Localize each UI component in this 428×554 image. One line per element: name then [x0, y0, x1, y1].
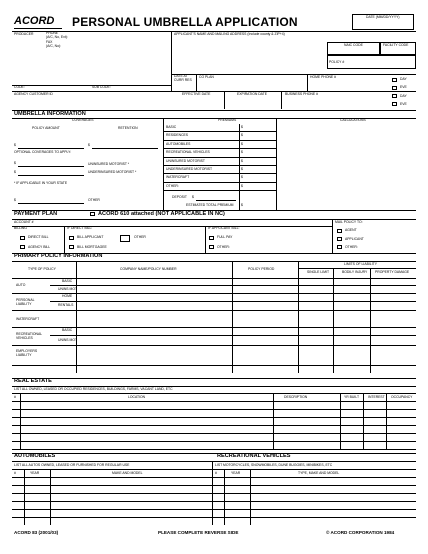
vehicle-row[interactable]: [12, 493, 416, 494]
single-limit-header: SINGLE LIMIT: [307, 270, 330, 274]
recreational-vehicles-label: RECREATIONAL VEHICLES: [16, 332, 42, 340]
rv-sub-rule: [50, 335, 416, 336]
bodily-injury-header: BODILY INJURY: [342, 270, 368, 274]
company-name-header: COMPANY NAME/POLICY NUMBER: [120, 267, 177, 271]
business-day-label: DAY: [400, 94, 407, 98]
real-estate-list-label: LIST ALL OWNED, LEASED OR OCCUPIED RESIDENCES, BUILDINGS, FARMS, VACANT LAND, ETC: [14, 387, 173, 391]
primary-row-rule-3: [12, 310, 416, 311]
primary-row-rule-4: [12, 327, 416, 328]
applicant-bill-other-label: OTHER:: [217, 245, 230, 249]
copyright: © ACORD CORPORATION 1984: [326, 530, 395, 535]
premium-row-rule: [163, 165, 276, 166]
billing-other-checkbox[interactable]: [120, 235, 130, 242]
expiration-divider: [281, 91, 282, 109]
autos-hash-header: #: [14, 471, 16, 475]
primary-col-5: [370, 268, 371, 373]
applicant-label: APPLICANT'S NAME AND MAILING ADDRESS (Include county & ZIP+4): [174, 32, 285, 36]
premium-row-label: WATERCRAFT: [166, 175, 190, 180]
subcode-label: SUB CODE:: [92, 85, 111, 89]
employers-liability-label: EMPLOYERS LIABILITY: [16, 349, 38, 357]
business-eve-label: EVE: [400, 102, 407, 106]
uninsured-line: [18, 166, 84, 167]
vehicle-col-divider: [224, 469, 225, 525]
premium-row-label: UNDERINSURED MOTORIST: [166, 167, 213, 171]
business-phone-label: BUSINESS PHONE #: [285, 92, 318, 96]
home-label: HOME: [62, 294, 73, 298]
real-estate-row[interactable]: [12, 417, 416, 418]
vehicle-row[interactable]: [12, 509, 416, 510]
account-number-label: ACCOUNT #: [14, 220, 34, 224]
home-eve-label: EVE: [400, 85, 407, 89]
premium-row-label: BASIC: [166, 125, 177, 129]
premium-row-rule: [163, 182, 276, 183]
rv-year-header: YEAR: [231, 471, 241, 475]
form-id: ACORD 83 (2001/03): [14, 530, 59, 535]
premium-row-rule: [163, 173, 276, 174]
primary-row-rule-1: [12, 278, 416, 279]
deposit-dollar: $: [192, 195, 194, 199]
auto-label: AUTO: [16, 283, 26, 287]
billing-label: BILLING: [14, 226, 28, 230]
vehicle-col-divider: [24, 469, 25, 525]
underinsured-line: [18, 175, 84, 176]
rv-list-label: LIST MOTORCYCLES, SNOWMOBILES, DUNE BUGGIES, MINIBIKES, ETC: [215, 463, 333, 467]
real-estate-row[interactable]: [12, 409, 416, 410]
mail-agent-checkbox[interactable]: [337, 229, 342, 233]
effective-divider: [224, 91, 225, 109]
premium-row-dollar: $: [241, 158, 243, 163]
primary-col-4: [333, 268, 334, 373]
premium-row-dollar: $: [241, 133, 243, 138]
phone-sub-label: (A/C, No, Ext):: [46, 35, 68, 39]
estimated-total-dollar: $: [241, 203, 243, 207]
co-plan-label: CO PLAN: [199, 75, 214, 79]
auto-basic-label: BASIC: [62, 279, 73, 283]
description-header: DESCRIPTION: [284, 395, 308, 399]
direct-bill-divider: [205, 226, 206, 253]
yr-built-header: YR BUILT: [344, 395, 360, 399]
premium-dollar-divider: [239, 124, 240, 210]
personal-liability-label: PERSONAL LIABILITY: [16, 298, 35, 306]
producer-label: PRODUCER: [14, 32, 34, 36]
billing-divider: [64, 226, 65, 253]
facility-code-label: FACILITY CODE: [383, 43, 409, 47]
direct-bill-checkbox[interactable]: [20, 236, 25, 240]
full-pay-label: FULL PAY: [217, 235, 233, 239]
premium-row-dollar: $: [241, 150, 243, 155]
premium-row-dollar: $: [241, 183, 243, 188]
deposit-label: DEPOSIT: [172, 195, 187, 199]
real-estate-col-divider: [340, 393, 341, 449]
real-estate-section-title: REAL ESTATE: [14, 378, 52, 384]
effective-date-label: EFFECTIVE DATE: [182, 92, 211, 96]
fax-sub-label: (A/C, No):: [46, 44, 62, 48]
policy-period-header: POLICY PERIOD: [248, 267, 275, 271]
coverages-header: COVERAGES: [72, 118, 94, 122]
real-estate-row[interactable]: [12, 441, 416, 442]
home-day-label: DAY: [400, 77, 407, 81]
vehicle-row[interactable]: [12, 517, 416, 518]
underinsured-dollar: $: [14, 170, 16, 174]
rv-basic-label: BASIC: [62, 328, 73, 332]
if-direct-bill-label: IF DIRECT BILL:: [67, 226, 93, 230]
premium-row-label: UNINSURED MOTORIST: [166, 158, 205, 163]
premium-row-dollar: $: [241, 141, 243, 146]
policy-amount-line: [18, 148, 84, 149]
acord-logo: ACORD: [14, 15, 55, 27]
real-estate-top-rule: [12, 378, 416, 379]
naic-code-label: NAIC CODE: [344, 43, 363, 47]
date-current-divider: [196, 74, 197, 91]
expiration-date-label: EXPIRATION DATE: [237, 92, 268, 96]
autos-list-label: LIST ALL AUTOS OWNED, LEASED OR FURNISHED FOR REGULAR USE: [14, 463, 130, 467]
primary-row-rule-2: [12, 293, 416, 294]
recreational-section-title: RECREATIONAL VEHICLES: [217, 453, 291, 459]
autos-make-model-header: MAKE AND MODEL: [112, 471, 143, 475]
bill-mortgagee-checkbox[interactable]: [69, 245, 74, 249]
real-estate-col-divider: [386, 393, 387, 449]
direct-bill-label: DIRECT BILL: [28, 235, 49, 239]
if-applicant-bill-label: IF APPLICANT BILL:: [208, 226, 240, 230]
home-eve-checkbox[interactable]: [392, 86, 397, 90]
retention-line: [92, 148, 158, 149]
premium-row-rule: [163, 157, 276, 158]
vehicle-col-divider: [50, 469, 51, 525]
page-title: PERSONAL UMBRELLA APPLICATION: [72, 15, 298, 29]
reverse-note: PLEASE COMPLETE REVERSE SIDE: [158, 530, 239, 535]
billing-rule: [12, 226, 332, 227]
real-estate-col-rule: [12, 393, 416, 394]
payment-section-title: PAYMENT PLAN: [14, 211, 58, 217]
occupancy-header: OCCUPANCY: [391, 395, 413, 399]
bill-applicant-label: BILL APPLICANT: [77, 235, 104, 239]
premium-row-dollar: $: [241, 125, 243, 129]
premium-row-dollar: $: [241, 167, 243, 171]
logo-underline: [14, 28, 62, 29]
location-header: LOCATION: [128, 395, 146, 399]
acord-610-note: ACORD 610 attached (NOT APPLICABLE IN NC): [98, 211, 225, 217]
real-estate-col-divider: [20, 393, 21, 449]
real-estate-row[interactable]: [12, 401, 416, 402]
auto-unins-mot-label: UNINS MOT: [58, 287, 78, 291]
business-eve-checkbox[interactable]: [392, 102, 397, 106]
estimated-total-label: ESTIMATED TOTAL PREMIUM: [186, 203, 234, 207]
auto-sub-rule: [50, 285, 416, 286]
optional-coverages-label: OPTIONAL COVERAGES TO APPLY:: [14, 150, 72, 154]
premiums-divider: [276, 118, 277, 210]
rv-unins-mot-label: UNINS MOT: [58, 338, 78, 342]
vehicle-row[interactable]: [12, 485, 416, 486]
type-of-policy-header: TYPE OF POLICY: [28, 267, 56, 271]
mail-policy-label: MAIL POLICY TO:: [335, 220, 363, 224]
uninsured-label: UNINSURED MOTORIST *: [88, 162, 130, 166]
vehicle-row[interactable]: [12, 477, 416, 478]
code-label: CODE:: [14, 85, 25, 89]
deposit-line: [196, 200, 236, 201]
other-coverage-line: [18, 203, 84, 204]
real-estate-row[interactable]: [12, 433, 416, 434]
real-estate-row[interactable]: [12, 425, 416, 426]
interest-header: INTEREST: [368, 395, 385, 399]
other-coverage-dollar: $: [14, 198, 16, 202]
other-coverage-label: OTHER: [88, 198, 100, 202]
vehicle-row[interactable]: [12, 501, 416, 502]
premium-row-rule: [163, 140, 276, 141]
limits-subheader-rule: [298, 268, 416, 269]
bill-applicant-checkbox[interactable]: [69, 236, 74, 240]
premium-row-label: RECREATIONAL VEHICLES: [166, 150, 210, 155]
vehicle-col-divider: [250, 469, 251, 525]
if-applicable-note: * IF APPLICABLE IN YOUR STATE: [14, 181, 68, 185]
phone-label: PHONE: [46, 31, 59, 35]
billing-other-label: OTHER: [134, 235, 146, 239]
home-phone-label: HOME PHONE #: [310, 75, 336, 79]
real-estate-col-divider: [363, 393, 364, 449]
mail-other-checkbox[interactable]: [337, 245, 342, 249]
personal-sub-rule: [50, 301, 416, 302]
real-estate-col-divider: [273, 393, 274, 449]
agency-rule: [12, 91, 416, 92]
automobiles-section-title: AUTOMOBILES: [14, 453, 56, 459]
primary-section-title: PRIMARY POLICY INFORMATION: [14, 253, 103, 259]
rv-type-make-model-header: TYPE, MAKE AND MODEL: [298, 471, 340, 475]
real-estate-hash-header: #: [14, 395, 16, 399]
full-pay-checkbox[interactable]: [209, 236, 214, 240]
retention-dollar: $: [88, 143, 90, 147]
agency-bill-label: AGENCY BILL: [28, 245, 51, 249]
premium-row-rule: [163, 190, 276, 191]
calculations-header: CALCULATIONS: [340, 118, 366, 122]
policy-number-label: POLICY #: [329, 60, 345, 64]
mail-other-label: OTHER:: [345, 245, 358, 249]
autos-top-rule: [12, 453, 416, 454]
acord-610-checkbox[interactable]: [90, 212, 95, 216]
bill-mortgagee-label: BILL MORTGAGEE: [77, 245, 107, 249]
mail-applicant-label: APPLICANT: [345, 237, 364, 241]
mail-agent-label: AGENT: [345, 228, 357, 232]
watercraft-label: WATERCRAFT: [16, 317, 40, 321]
mail-policy-divider: [332, 219, 333, 253]
premium-row-label: AUTOMOBILES: [166, 141, 191, 146]
premium-row-rule: [163, 148, 276, 149]
date-current-res-label: DATE AT CURR RES: [174, 74, 192, 82]
autos-header-rule: [12, 461, 416, 462]
underinsured-label: UNDERINSURED MOTORIST *: [88, 170, 137, 174]
uninsured-dollar: $: [14, 161, 16, 165]
premium-row-rule: [163, 131, 276, 132]
fax-label: FAX: [46, 40, 53, 44]
property-damage-header: PROPERTY DAMAGE: [375, 270, 410, 274]
primary-row-rule-6: [12, 365, 416, 366]
premium-row-label: RESIDENCES: [166, 133, 189, 138]
autos-year-header: YEAR: [30, 471, 40, 475]
mail-applicant-checkbox[interactable]: [337, 237, 342, 241]
date-label: DATE (MM/DD/YYYY): [366, 15, 400, 19]
premiums-header: PREMIUMS: [218, 118, 237, 122]
agency-customer-label: AGENCY CUSTOMER ID: [14, 92, 53, 96]
agency-bill-checkbox[interactable]: [20, 245, 25, 249]
co-plan-divider: [307, 74, 308, 91]
rv-hash-header: #: [215, 471, 217, 475]
business-day-checkbox[interactable]: [392, 94, 397, 98]
policy-amount-dollar: $: [14, 143, 16, 147]
limits-header: LIMITS OF LIABILITY: [344, 262, 377, 266]
rentals-label: RENTALS: [58, 303, 74, 307]
producer-divider: [171, 31, 172, 91]
umbrella-section-title: UMBRELLA INFORMATION: [14, 111, 86, 117]
real-estate-row[interactable]: [12, 449, 416, 450]
applicant-bill-other-checkbox[interactable]: [209, 245, 214, 249]
premium-row-label: OTHER:: [166, 183, 179, 188]
home-day-checkbox[interactable]: [392, 78, 397, 82]
autos-col-rule: [12, 469, 416, 470]
premium-row-dollar: $: [241, 175, 243, 180]
primary-row-rule-5: [12, 345, 416, 346]
policy-amount-header: POLICY AMOUNT: [32, 126, 60, 130]
retention-header: RETENTION: [118, 126, 138, 130]
